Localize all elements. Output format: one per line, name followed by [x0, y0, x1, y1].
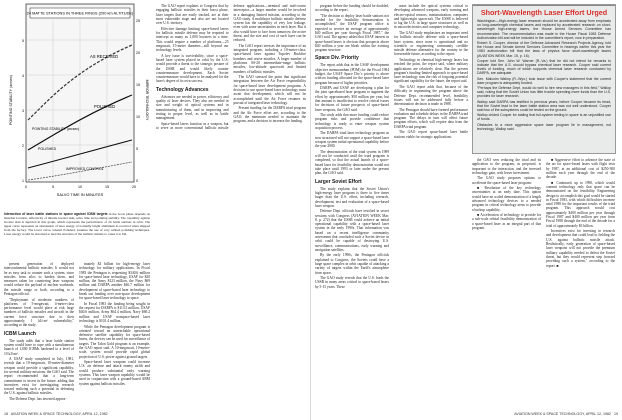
x-tick: 20 — [132, 185, 136, 189]
x-tick: 5 — [52, 185, 54, 189]
y-tick-left: 2 — [22, 144, 24, 148]
paragraph: A key issue is survivability, since a space-based laser system placed in orbit by the U.S. would provide a threat to the strategic posture of the USSR and would likely counter countermeasure development. Each Soviet countermeasure would have to be analyzed for the laser's degree of its own success. — [156, 53, 229, 84]
box-paragraph: Wallop said DARPA has testified in previous years, before Cooper became its head, that the Soviet lead in the laser battle station area was not well understood. Cooper said two of the subsystems could be tested on the ground. — [477, 99, 611, 113]
box-paragraph: Obstacles to a more aggressive space laser program lie in management, not technology, Wallop said. — [477, 122, 611, 131]
x-tick: 15 — [105, 185, 109, 189]
paragraph: The GAO report explains to Congress that by engaging ballistic missiles in their boost phase, laser targets that are easily tracked, are at their most vulnerable stage and also are not located over U.S. territory. — [156, 4, 229, 26]
publication-line: AVIATION WEEK & SPACE TECHNOLOGY, APRIL 12, 1982 — [514, 412, 611, 416]
box-paragraph: Sen. Malcolm Wallop (R.-Wyo.) took issue with Cooper's statement that the current laser program is adequately funded. — [477, 76, 611, 85]
right-column-4 — [546, 158, 615, 410]
caption-text: in the boost phase depends on launcher location, reflectivity of missile booster skin, salvo time and pointing stability. The capability against booster skin is depicted in this graph, which represents the performance of 24 battle stations in orbit. The upper curve represents an attenuation of laser energy of normally bright aluminum as received when shipped from the factory. The lower curve, labeled Polished, assumes the use of very refined polishing techniques. Laser energy would be absorbed to heat the structure of the ballistic missile to cause it to fail. — [4, 212, 150, 236]
paragraph: areas include the optical systems critical to developing advanced weapons, early warning and electro-optical sensors, miniaturization, computers and lightweight spacecraft. The USSR is believed to lag the U.S. in large space structures as well as in microelectronics and computer technology. — [394, 4, 468, 30]
paragraph: ■ Resolution of the key technology uncertainties at an early date. This option would have no scaled demonstration of a length advanced technology devices to a needed program in critical technology areas to provide a backup capability. — [472, 186, 541, 212]
box-paragraph: Washington—High-energy laser research should be accelerated away from emphasis on long-wavelength chemical lasers and replaced by accelerated research on short-wavelength high-energy lasers, the House Armed Services Committee has recommended. The recommendation was made in the House Fiscal 1983 Defense Authorization bill and will be included in the committee's report, now in preparation. — [477, 19, 611, 40]
paragraph: The Defense Dept. has invested approx- — [9, 396, 67, 401]
box-text — [477, 19, 611, 131]
paragraph: The GAO study reveals that the U.S. leads the USSR in many areas critical to space-based lasers by 5-15 years. These — [315, 276, 389, 289]
y-tick-left: 3 — [22, 109, 24, 113]
paragraph: The GAO study proposes options to accelerate the space-based laser program: — [472, 176, 541, 185]
box-paragraph: "Perhaps the Defense Dept. would do well to hire new managers in this field," Wallop said, noting that the Soviet Union has little trouble spending more funds than the U.S. provides for laser research. — [477, 86, 611, 99]
paragraph: Advances are needed in power, efficiency and quality of laser devices. They also are needed in size and weight of optical systems and in manufacturing of them, and in improving and testing to proper level, as well as in battle management. — [156, 94, 229, 121]
left-footer — [4, 412, 108, 416]
y-tick-left: 5 — [22, 39, 24, 43]
right-column-2 — [394, 4, 468, 410]
chart-annotation-polished-2: POLISHED — [38, 147, 57, 151]
y-tick-right: 5 — [136, 147, 138, 151]
section-heading: Space Div. Priority — [315, 55, 359, 62]
paragraph: The GAO stressed the point that significant integration between the Air Force responsibility for space-based laser development programs. A decision to use space-based laser technology must await that development, which will not be accomplished until the Air Force resumes its pursuit of integrated laser technology. — [233, 75, 306, 105]
publication-line: AVIATION WEEK & SPACE TECHNOLOGY, APRIL 12, 1982 — [10, 412, 108, 416]
y-tick-right: 15 — [136, 83, 140, 87]
paragraph: "The decision to deploy laser battle stations not needed for the feasibility demonstration is accomplished," the USAF program office is expected to receive an average of approximately $40 million per year through Fiscal 1987," the GAO said. The agency added that USAF interest in space-based lasers is obvious that prospects above $40 million a year are bleak within the existing program structure. — [315, 13, 389, 53]
paragraph: The report adds that in the USAF development objective memorandum (POM) for the Fiscal 1984 budget, the USAF Space Div.'s priority is above with no funding allocated for the space-based laser program because of higher priorities. — [315, 63, 389, 85]
left-column-2 — [79, 262, 150, 410]
y-tick-right: 0 — [136, 179, 138, 183]
salvo-time-chart — [4, 0, 150, 210]
chart-annotation-improved: IMPROVED CONTROL — [66, 167, 104, 171]
page-number: 18 — [4, 412, 8, 416]
chart-title: 24 MATTE STATIONS IN THREE RINGS (200 km ALTITUDE) — [26, 10, 134, 16]
chart-left-ticks — [22, 39, 24, 183]
right-footer — [514, 412, 618, 416]
caption-lead: Interaction of laser battle stations in space against ICBM targets — [4, 212, 108, 216]
x-tick: 0 — [25, 185, 27, 189]
chart-x-ticks — [25, 185, 136, 189]
box-paragraph: Robert S. Cooper, director of the Defense Advanced Research Projects Agency, told the House and Senate Armed Services Committee in hearings earlier this year the 1983 authorization bill that the laws of physics favor short-wavelength lasers (AVIATION WEEK Mar. 15, p. 16). — [477, 41, 611, 58]
paragraph: "Deployment of moderate numbers of platforms of 5-megawatt, 4-meter-class performance level would place at risk large numbers of ballistic missiles and aircraft in the current force structure due to their approximately 1 kJ/cm² vulnerability," according to the study. — [4, 297, 74, 328]
x-tick: 10 — [78, 185, 82, 189]
box-top-rule — [473, 5, 615, 6]
page-number: 19 — [614, 412, 618, 416]
box-paragraph: Wallop chided Cooper for stating that full-system testing in space is an unjustified use of funds. — [477, 113, 611, 122]
paragraph: The GAO study emphasizes an important need for ballistic missile defense with a space-based laser system, since none is operational and no scientific or engineering community credible missile defense alternative for the country in the foreseeable future, according to the report. — [394, 30, 468, 57]
paragraph: present generation of deployed intercontinental ballistic missiles. It would not be as easy task to counter such a system, since missiles from silos to harden them, and measures taken for countering laser weapons would reduce the payload of nuclear warheads, the missile range or both, according to a Pentagon official. — [4, 262, 74, 297]
paragraph: Space-based laser weapons could increase U.S. air defense and attack enemy airlift and would produce substantial early warning systems. This laser weapon capability would be used in conjunction with a ground-based ABM system against ballistic missiles. — [79, 360, 150, 386]
paragraph: ■ Continued, up to 1990, which would commit technology only that space can be demonstrated on the feasibility. Engineering design to accomplish this goal would be started in Fiscal 1983, with which difficulties increase until 1988 for the important results of the triad program. This approach would cost approximately $400 million per year through Fiscal 1987 and $400 million per year from Fiscal 1988 through the end of the decade for a total of approximately $3 billion. — [546, 180, 615, 228]
chart-y-label-left: POINTING STABILITY (arcsec) — [9, 75, 13, 125]
y-tick-left: 1 — [22, 179, 24, 183]
y-tick-left: 4 — [22, 74, 24, 78]
paragraph: imately $2 billion for high-energy laser technology for military applications. In Fiscal 1983 the Pentagon is requesting $340.6 million for space-based laser technology, USAF for $20 million, the Army $123 million, the Navy $69 million and DARPA another $46.7 million for development of space-based laser technology to break out funding over non-space development for space-based laser technology to space. — [79, 262, 150, 301]
chart-x-label: SALVO TIME IN MINUTES — [56, 192, 104, 197]
chart-y-label-right: MIRROR TECHNOLOGY — [145, 79, 149, 121]
left-column-1 — [4, 262, 74, 410]
paragraph: While the Pentagon development program is oriented toward an unreachable operational defensive satellite capability for space-based lasers, the devices can be used for surveillance of targets. The Talon Gold program is an example, the GAO report said. A 10-megawatt, 10-meter-scale, system would provide rapid global projection of U.S. power against ground targets. — [79, 324, 150, 359]
box-paragraph: Cooper told Sen. John W. Warner (R.-Va.) that he did not intend for remarks to indicate that the U.S. should bypass chemical laser research. Cooper said current levels of funding, much of which supports chemical laser research conducted by DARPA, are adequate. — [477, 58, 611, 76]
section-heading: Larger Soviet Effort — [315, 178, 362, 185]
y-tick-right: 10 — [136, 115, 140, 119]
paragraph: Technology in chemical high-energy lasers has reached the point, the report said, where military applications are relatively clear. But the present program's funding-limited approach to space-based laser technology runs the risk of forgoing potential significant capability for the future, the report said. — [394, 57, 468, 84]
paragraph: In Fiscal 1983 the funding being sought in the request for DARPA is $113.5 million, USAF $40.6 million, Army $64.4 million, Navy $69.2 million and USAF nonspace-based laser technology is $101.4 million. — [79, 301, 150, 324]
right-column-1 — [315, 4, 389, 410]
paragraph: The GAO report adds that, because of the difficulty in segmenting the program above the Defense Dept. recommended level, feasibility issues will not be addressed fully before a determination decision is made in 1988. — [394, 84, 468, 107]
paragraph: By the early 1990s, the Pentagon officials explained to Congress, the Soviets could have a large space complex in orbit capable of attacking a variety of targets within the Earth's atmosphere from space. — [315, 253, 389, 275]
box-title: Short-Wavelength Laser Effort Urged — [480, 8, 608, 17]
paragraph: Defense Dept. officials have testified in secret sessions with Congress (AVIATION WEEK Mar. 8, p. 272) that the USSR could achieve an initial operational capability with a space-based laser system in the early 1990s. That information was based on a recent intelligence community assessment that concluded such a Soviet device in orbit could be capable of destroying U.S. surveillance, communications, early warning and navigation satellites. — [315, 209, 389, 252]
paragraph: The DARPA triad laser technology program as now structured will not support a space-based laser weapon system initial operational capability before the year 2000. — [315, 131, 389, 149]
paragraph: program before the funding should be doubled, according to the report. — [315, 4, 389, 13]
chart-caption — [4, 212, 150, 236]
paragraph: The demonstration of the triad system in 1989 will not be conducted until the triad program is completed, so that the actual launch of a space-based laser for feasibility demonstration would not take place until 1993 or later under the present plan, the GAO said. — [315, 149, 389, 176]
paragraph: The GAO report stresses the importance of an integrated program, including a 10-meter-class, space-based laser against Tupolev Backfire bombers and cruise missiles. A larger number of platforms SS-20 intermediate-range ballistic missiles, low-altitude spacecraft and limited numbers of ballistic missiles. — [233, 43, 306, 74]
paragraph: DARPA and USAF are developing a plan for the joint spacebased laser program to augment the effort by approximately $50 million per year, but that amount is insufficient to resolve critical issues for decisions of future prospects of space-based laser weapons, the GAO said. — [315, 86, 389, 112]
paragraph: Present funding for the DARPA triad program and the Air Force effort are, according to the GAO, the minimum needed to maintain the program, and a decision to increase the funding. — [233, 106, 306, 124]
y-tick-right: 20 — [136, 51, 140, 55]
paragraph: Effective damage limiting space-based lasers for ballistic missile defense may be required to intercept as many as 1,000 boosters in a time. This would require a number of platforms—25 megawatt, 15-meter diameter—still beyond our technology levels. — [156, 26, 229, 53]
chart-annotation-as-received: AS RECEIVED — [90, 54, 119, 59]
right-column-3 — [472, 158, 541, 410]
chart-right-ticks — [136, 19, 140, 183]
paragraph: ■ Acceleration of technology to provide for a sub-scale orbital feasibility demonstration of a space-based laser as an integral part of that program. — [472, 213, 541, 231]
paragraph: The study adds that more funding could reduce program risks and provide confidence that technology is ready to enter weapon system acquisition process. — [315, 113, 389, 130]
chart-region-label: POINTING STABILITY (arcsec) — [32, 127, 80, 131]
paragraph: The study adds that a laser battle station system would have to cope with a simultaneous launch of 1,000 ICBMs hardened to a level of 10 kJ/cm². — [4, 338, 74, 356]
paragraph: Incentives exist for investing in research and development that could lead to fielding the U.S. against ballistic missile attack. Realistically, early generation of space-based laser weapons will not provide the premium military capability needed to defeat the Soviet threat, but they would represent step forward providing such a system," according to the report. ■ — [546, 229, 615, 268]
sidebar-box — [472, 4, 616, 154]
y-tick-right: 25 — [136, 19, 140, 23]
right-page — [311, 0, 622, 420]
paragraph: The study explains that the Soviet Union's high-energy laser program is three to five times larger than the U.S. effort, including research, development, test and evaluation of a space-based laser weapon. — [315, 186, 389, 208]
section-heading: ICBM Launch — [4, 330, 36, 337]
paragraph: ■ Aggressive effort to advance the state of the art for space-based lasers with flight tests by 1987, at an additional cost of $250-300 million each year through the end of the decade. — [546, 158, 615, 180]
paragraph: The GAO report space-based laser battle stations viable for strategic applications. — [394, 130, 468, 139]
paragraph: The Pentagon should have formed performance evaluation and schedule delays in the DARPA triad program. The delays in turn will affect future program efforts, which will require data from the DARPA triad program. — [394, 107, 468, 129]
chart-annotation-polished: POLISHED — [94, 104, 116, 109]
paragraph: the GAO sees reducing the triad and its application to the program, as proposed, is important to the interaction, and the invested technology gain, with lesser investment. — [472, 158, 541, 175]
paragraph: A USAF study completed in July, 1981, reveals that a 10-megawatt, 10-meter-diameter weapon could provide a significant capability, for several military missions, the GAO said. The report recommended that a long-term commitment to invest in the future, adding that incentives exist for investigating research toward realizing such a potential in defeating the U.S. against ballistic missiles. — [4, 357, 74, 396]
section-heading: Technology Advances — [156, 86, 209, 93]
left-column-3 — [156, 4, 306, 410]
paragraph: Space-based lasers function as a weapon, but to serve as more conventional ballistic missile defense applications—terminal and mid-course interceptor—a larger number would be involved in a damaging limited mission, according to the GAO study. A multilayer ballistic missile defense system has the capability of very low leakage, even with some uncertainties in each layer. But it also would have to face from tomorrow the active threat, and the size and cost of such layer can be reduced. — [156, 4, 306, 130]
